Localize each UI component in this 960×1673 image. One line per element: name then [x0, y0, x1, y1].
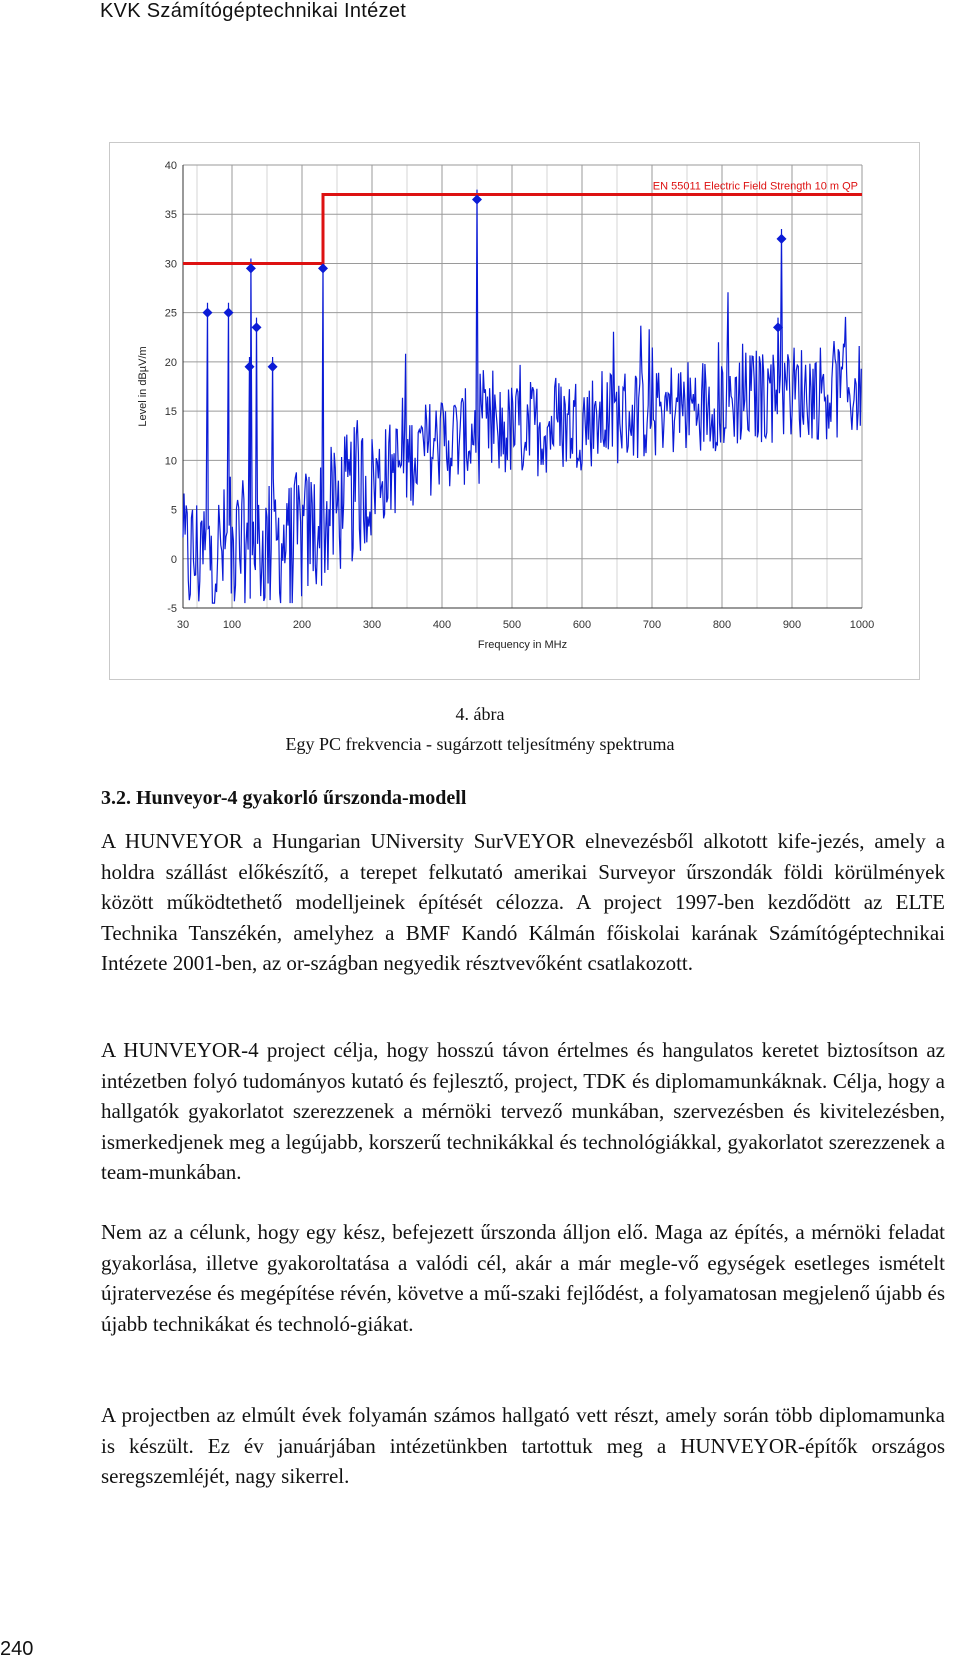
figure-title-caption: Egy PC frekvencia - sugárzott teljesítmény spektruma — [285, 734, 675, 754]
y-tick-label: 20 — [164, 356, 177, 369]
figure-number-caption: 4. ábra — [455, 704, 505, 724]
y-tick-label: 40 — [164, 160, 177, 172]
x-tick-label: 700 — [642, 619, 662, 631]
running-header: KVK Számítógéptechnikai Intézet — [100, 0, 407, 22]
y-tick-label: 10 — [164, 455, 177, 468]
x-tick-label: 200 — [292, 619, 312, 631]
peak-marker — [252, 322, 262, 332]
paragraph-3: Nem az a célunk, hogy egy kész, befejezett űrszonda álljon elő. Maga az építés, a mérnöki feladat gyakorlása, illetve gyakoroltatása a valódi cél, akár a már megle-vő egységek esetleges ismételt újratervezése és megépítése révén, követve a mű-szaki fejlődést, a folyamatosan megjelenő újabb és újabb technikákat és technoló-giákat. — [101, 1220, 945, 1336]
spectrum-chart — [109, 142, 920, 680]
y-tick-label: -5 — [167, 603, 177, 615]
peak-marker — [203, 308, 213, 318]
section-heading: 3.2. Hunveyor-4 gyakorló űrszonda-modell — [101, 787, 467, 809]
x-tick-label: 30 — [176, 619, 190, 631]
x-tick-label: 600 — [572, 619, 592, 631]
y-tick-label: 30 — [164, 258, 177, 271]
spectrum-chart-svg — [110, 143, 919, 679]
y-tick-label: 5 — [170, 504, 177, 517]
x-tick-label: 900 — [782, 619, 802, 631]
peak-marker — [777, 234, 787, 244]
paragraph-4: A projectben az elmúlt évek folyamán számos hallgató vett részt, amely során több diplomamunka is készült. Ez év januárjában intézetünkben tartottuk meg a HUNVEYOR-építők országos seregszemléjét, nagy sikerrel. — [101, 1403, 945, 1489]
paragraph-2: A HUNVEYOR-4 project célja, hogy hosszú távon értelmes és hangulatos keretet biztosítson az intézetben folyó tudományos kutató és fejlesztő, project, TDK és diplomamunkáknak. Célja, hogy a hallgatók gyakorlatot szerezzenek a mérnöki tervező munkában, szervezésben és kivitelezésben, ismerkedjenek meg a legújabb, korszerű technikákkal és technológiákkal, gyakorlatot szerezzenek a team-munkában. — [101, 1038, 945, 1185]
limit-series-line — [183, 195, 862, 264]
y-axis-label: Level in dBµV/m — [137, 346, 149, 427]
x-tick-label: 500 — [502, 619, 522, 631]
y-tick-label: 25 — [164, 307, 177, 320]
x-tick-label: 800 — [712, 619, 732, 631]
y-tick-label: 0 — [170, 553, 177, 566]
y-tick-label: 35 — [164, 209, 177, 222]
peak-marker — [245, 362, 255, 372]
page-number: 240 — [0, 1638, 34, 1660]
x-tick-label: 1000 — [849, 619, 875, 631]
x-axis-label: Frequency in MHz — [477, 639, 568, 651]
peak-marker — [268, 362, 278, 372]
y-tick-label: 15 — [164, 406, 177, 419]
paragraph-1: A HUNVEYOR a Hungarian UNiversity SurVEYOR elnevezésből alkotott kife-jezés, amely a holdra szállást előkészítő, a terepet felkutató amerikai Surveyor űrszondák földi körülmények között működtethető modelljeinek építését célozza. A project 1997-ben kezdődött az ELTE Technika Tanszékén, amelyhez a BMF Kandó Kálmán főiskolai karának Számítógéptechnikai Intézete 2001-ben, az or-szágban negyedik résztvevőként csatlakozott. — [101, 829, 945, 976]
limit-series-label: EN 55011 Electric Field Strength 10 m QP — [652, 180, 858, 193]
x-tick-label: 100 — [222, 619, 242, 631]
spectrum-series-line — [183, 190, 861, 603]
x-tick-label: 400 — [432, 619, 452, 631]
x-tick-label: 300 — [362, 619, 382, 631]
